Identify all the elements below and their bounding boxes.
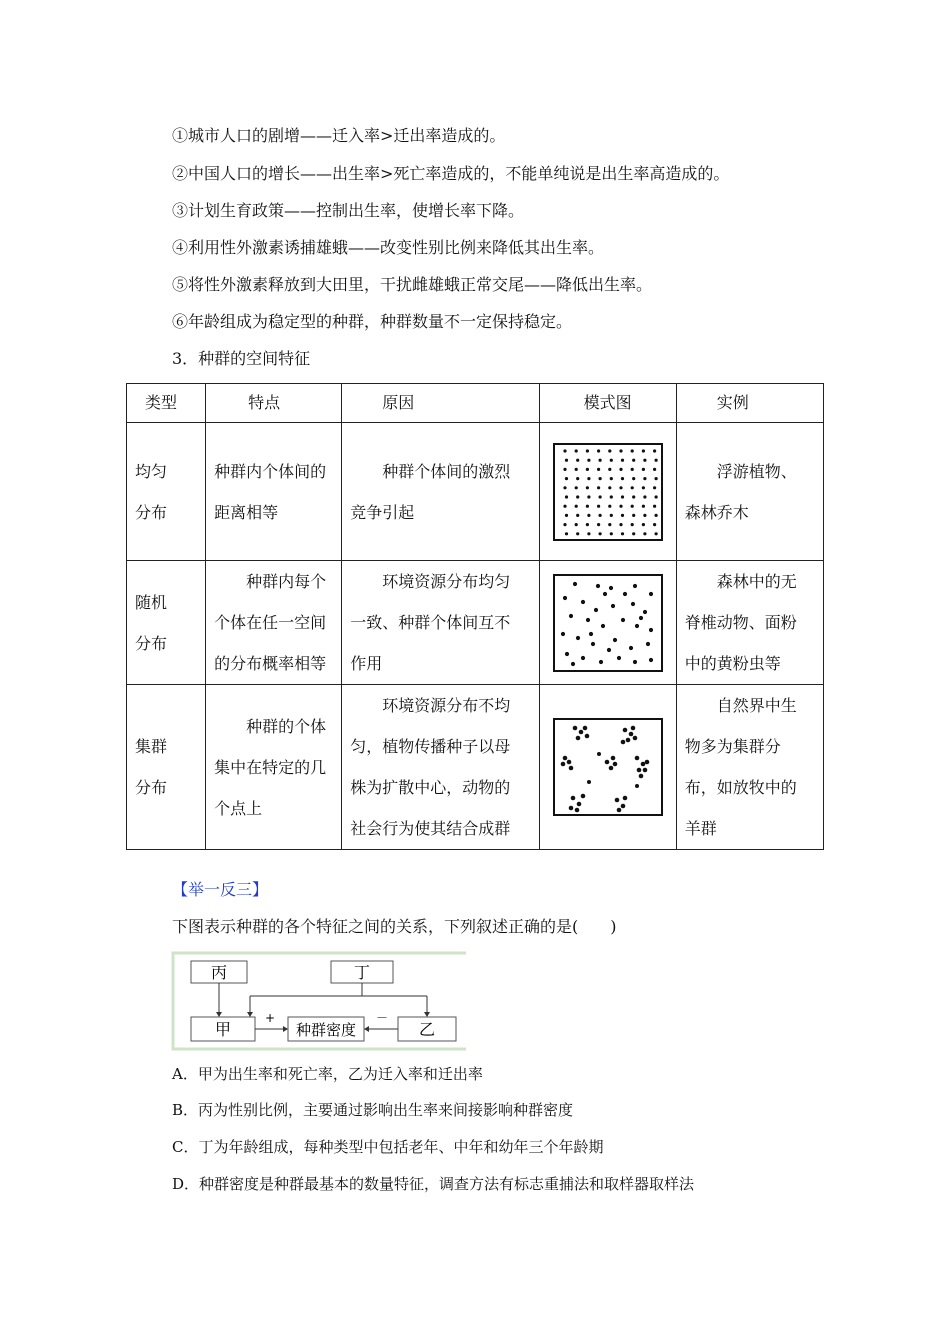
individual-dot	[587, 513, 590, 516]
individual-dot	[568, 806, 573, 811]
individual-dot	[608, 467, 611, 470]
individual-dot	[643, 477, 646, 480]
individual-dot	[571, 661, 575, 665]
individual-dot	[641, 504, 644, 507]
individual-dot	[643, 609, 647, 613]
individual-dot	[621, 513, 624, 516]
box-ding-label: 丁	[353, 963, 371, 982]
individual-dot	[586, 617, 590, 621]
individual-dot	[619, 523, 622, 526]
individual-dot	[632, 736, 637, 741]
individual-dot	[582, 726, 587, 731]
row-cause	[342, 685, 539, 850]
individual-dot	[598, 513, 601, 516]
individual-dot	[630, 449, 633, 452]
individual-dot	[653, 523, 656, 526]
spatial-distribution-table	[126, 383, 824, 850]
individual-dot	[598, 458, 601, 461]
individual-dot	[589, 631, 593, 635]
individual-dot	[596, 583, 600, 587]
section-heading: 3．种群的空间特征	[172, 349, 311, 368]
individual-dot	[581, 655, 585, 659]
individual-dot	[575, 736, 580, 741]
individual-dot	[563, 486, 566, 489]
feature-line: 距离相等	[214, 502, 279, 522]
individual-dot	[576, 513, 579, 516]
individual-dot	[572, 726, 577, 731]
option-b: B．丙为性别比例，主要通过影响出生率来间接影响种群密度	[172, 1101, 574, 1119]
cause-line: 作用	[350, 654, 383, 673]
individual-dot	[641, 486, 644, 489]
individual-dot	[641, 467, 644, 470]
individual-dot	[609, 513, 612, 516]
row-feature	[206, 561, 342, 685]
individual-dot	[597, 504, 600, 507]
row-cause	[342, 423, 539, 561]
individual-dot	[608, 504, 611, 507]
header-pattern: 模式图	[539, 384, 676, 423]
individual-dot	[565, 651, 569, 655]
row-type	[127, 561, 206, 685]
individual-dot	[621, 617, 625, 621]
individual-dot	[587, 458, 590, 461]
individual-dot	[562, 756, 567, 761]
individual-dot	[649, 657, 653, 661]
example-line: 自然界中生	[716, 696, 797, 715]
example-line: 浮游植物、	[716, 461, 797, 481]
note-2: ②中国人口的增长——出生率>死亡率造成的，不能单纯说是出生率高造成的。	[172, 164, 730, 183]
individual-dot	[597, 486, 600, 489]
feature-line: 种群的个体	[246, 716, 327, 736]
cause-line: 环境资源分布均匀	[382, 572, 511, 591]
individual-dot	[609, 532, 612, 535]
row-example	[676, 423, 823, 561]
type-line: 随机	[135, 592, 168, 612]
individual-dot	[563, 467, 566, 470]
individual-dot	[609, 477, 612, 480]
individual-dot	[607, 647, 611, 651]
individual-dot	[643, 513, 646, 516]
individual-dot	[617, 655, 621, 659]
note-4: ④利用性外激素诱捕雄蛾——改变性别比例来降低其出生率。	[172, 238, 605, 257]
individual-dot	[608, 486, 611, 489]
header-feature: 特点	[206, 384, 342, 423]
individual-dot	[574, 504, 577, 507]
individual-dot	[608, 766, 613, 771]
individual-dot	[585, 449, 588, 452]
individual-dot	[621, 532, 624, 535]
header-type: 类型	[127, 384, 206, 423]
individual-dot	[632, 513, 635, 516]
individual-dot	[654, 513, 657, 516]
individual-dot	[620, 804, 625, 809]
individual-dot	[653, 467, 656, 470]
individual-dot	[629, 645, 633, 649]
feature-line: 种群内每个	[246, 572, 327, 591]
individual-dot	[633, 583, 637, 587]
individual-dot	[574, 523, 577, 526]
example-line: 羊群	[684, 819, 717, 838]
individual-dot	[608, 523, 611, 526]
individual-dot	[565, 532, 568, 535]
individual-dot	[576, 477, 579, 480]
type-line: 均匀	[135, 461, 168, 481]
individual-dot	[565, 495, 568, 498]
row-type	[127, 685, 206, 850]
example-line: 物多为集群分	[684, 737, 781, 756]
individual-dot	[653, 486, 656, 489]
individual-dot	[621, 477, 624, 480]
individual-dot	[613, 637, 617, 641]
individual-dot	[614, 798, 619, 803]
table-header-row	[127, 384, 824, 423]
individual-dot	[563, 523, 566, 526]
feature-line: 的分布概率相等	[214, 654, 327, 673]
row-feature	[206, 685, 342, 850]
individual-dot	[616, 808, 621, 813]
individual-dot	[619, 504, 622, 507]
cause-line: 匀，植物传播种子以母	[350, 737, 511, 756]
feature-line: 个体在任一空间	[214, 613, 327, 632]
individual-dot	[585, 467, 588, 470]
header-example: 实例	[676, 384, 823, 423]
individual-dot	[632, 458, 635, 461]
individual-dot	[623, 591, 627, 595]
individual-dot	[633, 659, 637, 663]
individual-dot	[636, 768, 641, 773]
cause-line: 株为扩散中心，动物的	[350, 778, 511, 797]
individual-dot	[576, 635, 580, 639]
individual-dot	[563, 449, 566, 452]
header-cause: 原因	[342, 384, 539, 423]
individual-dot	[612, 762, 617, 767]
box-bing-label: 丙	[210, 963, 228, 982]
row-cause	[342, 561, 539, 685]
individual-dot	[619, 449, 622, 452]
individual-dot	[580, 794, 585, 799]
example-line: 中的黄粉虫等	[684, 654, 781, 673]
individual-dot	[654, 477, 657, 480]
cause-line: 社会行为使其结合成群	[350, 819, 511, 838]
option-c: C．丁为年龄组成，每种类型中包括老年、中年和幼年三个年龄期	[172, 1138, 604, 1156]
example-line: 森林中的无	[716, 572, 797, 591]
individual-dot	[649, 591, 653, 595]
row-example	[676, 685, 823, 850]
individual-dot	[643, 458, 646, 461]
individual-dot	[573, 581, 577, 585]
individual-dot	[601, 623, 605, 627]
individual-dot	[604, 760, 609, 765]
individual-dot	[591, 641, 595, 645]
question-text: 下图表示种群的各个特征之间的关系，下列叙述正确的是( )	[172, 917, 617, 936]
individual-dot	[640, 762, 645, 767]
individual-dot	[632, 477, 635, 480]
box-density-label: 种群密度	[295, 1021, 357, 1039]
note-6: ⑥年龄组成为稳定型的种群，种群数量不一定保持稳定。	[172, 312, 573, 331]
individual-dot	[585, 523, 588, 526]
individual-dot	[565, 513, 568, 516]
individual-dot	[621, 458, 624, 461]
individual-dot	[632, 532, 635, 535]
individual-dot	[576, 458, 579, 461]
note-5: ⑤将性外激素释放到大田里，干扰雌雄蛾正常交尾——降低出生率。	[172, 275, 653, 294]
practice-tag: 【举一反三】	[172, 880, 269, 899]
individual-dot	[654, 495, 657, 498]
individual-dot	[598, 532, 601, 535]
individual-dot	[630, 726, 635, 731]
row-pattern	[539, 423, 676, 561]
individual-dot	[587, 477, 590, 480]
individual-dot	[597, 449, 600, 452]
individual-dot	[565, 458, 568, 461]
individual-dot	[576, 495, 579, 498]
feature-line: 种群内个体间的	[214, 461, 327, 481]
individual-dot	[634, 756, 639, 761]
individual-dot	[643, 495, 646, 498]
individual-dot	[621, 495, 624, 498]
individual-dot	[630, 504, 633, 507]
individual-dot	[622, 728, 627, 733]
individual-dot	[642, 768, 647, 773]
individual-dot	[638, 774, 643, 779]
table-row	[127, 423, 824, 561]
individual-dot	[646, 641, 650, 645]
individual-dot	[603, 591, 607, 595]
individual-dot	[560, 762, 565, 767]
example-line: 脊椎动物、面粉	[684, 613, 797, 632]
feature-line: 个点上	[214, 798, 263, 818]
option-d: D．种群密度是种群最基本的数量特征，调查方法有标志重捕法和取样器取样法	[172, 1175, 695, 1193]
individual-dot	[566, 760, 571, 765]
individual-dot	[639, 615, 643, 619]
individual-dot	[561, 631, 565, 635]
individual-dot	[649, 627, 653, 631]
individual-dot	[570, 796, 575, 801]
option-a: A．甲为出生率和死亡率，乙为迁入率和迁出率	[172, 1065, 483, 1083]
individual-dot	[574, 449, 577, 452]
table-row	[127, 561, 824, 685]
row-feature	[206, 423, 342, 561]
individual-dot	[581, 599, 585, 603]
box-jia-label: 甲	[214, 1020, 232, 1039]
individual-dot	[632, 495, 635, 498]
individual-dot	[578, 730, 583, 735]
individual-dot	[569, 613, 573, 617]
row-type	[127, 423, 206, 561]
cause-line: 竞争引起	[350, 502, 415, 522]
minus-sign: －	[375, 1011, 389, 1025]
individual-dot	[597, 467, 600, 470]
individual-dot	[597, 523, 600, 526]
individual-dot	[609, 585, 613, 589]
individual-dot	[587, 780, 591, 784]
individual-dot	[635, 784, 639, 788]
individual-dot	[654, 532, 657, 535]
individual-dot	[630, 486, 633, 489]
individual-dot	[574, 467, 577, 470]
individual-dot	[611, 603, 615, 607]
table-row	[127, 685, 824, 850]
cause-line: 环境资源分布不均	[382, 696, 511, 715]
row-example	[676, 561, 823, 685]
individual-dot	[563, 595, 567, 599]
individual-dot	[609, 458, 612, 461]
individual-dot	[563, 504, 566, 507]
individual-dot	[587, 495, 590, 498]
individual-dot	[608, 449, 611, 452]
individual-dot	[620, 740, 625, 745]
clumped-distribution-diagram	[553, 718, 663, 816]
individual-dot	[598, 495, 601, 498]
cause-line: 种群个体间的激烈	[382, 461, 511, 481]
note-1: ①城市人口的剧增——迁入率>迁出率造成的。	[172, 126, 506, 145]
individual-dot	[597, 752, 601, 756]
cause-line: 一致、种群个体间互不	[350, 613, 511, 632]
individual-dot	[599, 659, 603, 663]
individual-dot	[641, 449, 644, 452]
type-line: 分布	[135, 778, 168, 797]
individual-dot	[610, 756, 615, 761]
feature-line: 集中在特定的几	[214, 757, 327, 777]
individual-dot	[654, 458, 657, 461]
individual-dot	[565, 477, 568, 480]
individual-dot	[628, 732, 633, 737]
individual-dot	[576, 802, 581, 807]
random-distribution-diagram	[553, 574, 663, 672]
individual-dot	[630, 467, 633, 470]
individual-dot	[619, 486, 622, 489]
plus-sign: +	[264, 1011, 276, 1025]
type-line: 分布	[135, 502, 168, 522]
individual-dot	[584, 734, 589, 739]
individual-dot	[585, 504, 588, 507]
type-line: 分布	[135, 633, 168, 653]
example-line: 森林乔木	[684, 502, 749, 522]
individual-dot	[625, 738, 630, 743]
individual-dot	[631, 601, 635, 605]
example-line: 布，如放牧中的	[684, 778, 797, 797]
row-pattern	[539, 561, 676, 685]
individual-dot	[653, 504, 656, 507]
individual-dot	[619, 467, 622, 470]
type-line: 集群	[135, 737, 168, 756]
note-3: ③计划生育政策——控制出生率，使增长率下降。	[172, 201, 525, 220]
individual-dot	[587, 532, 590, 535]
individual-dot	[643, 532, 646, 535]
individual-dot	[594, 607, 598, 611]
individual-dot	[598, 477, 601, 480]
individual-dot	[641, 523, 644, 526]
individual-dot	[609, 495, 612, 498]
box-yi-label: 乙	[418, 1020, 436, 1039]
individual-dot	[644, 760, 649, 765]
individual-dot	[635, 623, 639, 627]
population-feature-diagram	[170, 950, 468, 1052]
individual-dot	[630, 523, 633, 526]
individual-dot	[574, 486, 577, 489]
individual-dot	[585, 486, 588, 489]
individual-dot	[622, 796, 627, 801]
individual-dot	[576, 532, 579, 535]
individual-dot	[653, 449, 656, 452]
row-pattern	[539, 685, 676, 850]
individual-dot	[568, 766, 573, 771]
uniform-distribution-diagram	[553, 443, 663, 541]
individual-dot	[574, 808, 579, 813]
